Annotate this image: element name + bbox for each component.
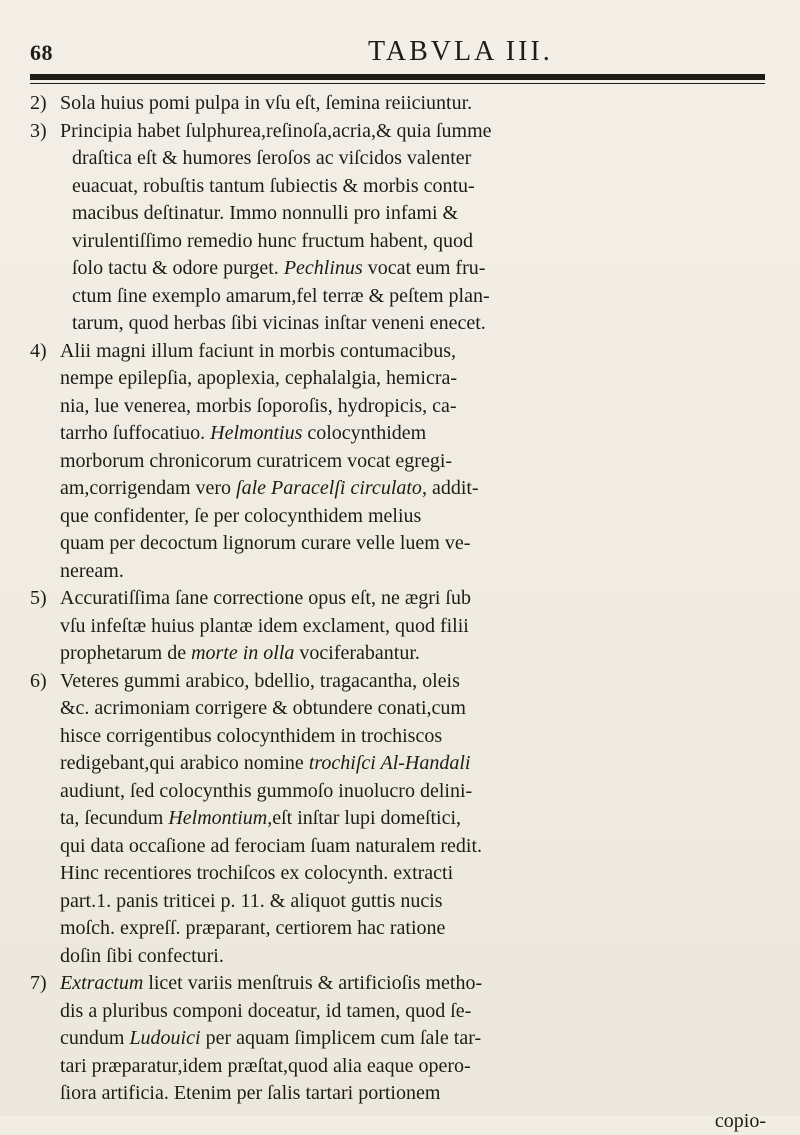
entry-number: 5)	[30, 585, 47, 613]
text-line: tari præparatur,idem præſtat,quod alia eaque opero-	[60, 1053, 770, 1081]
text-line: doſin ſibi confecturi.	[60, 943, 770, 971]
header-rule	[30, 74, 765, 80]
text-line: vſu infeſtæ huius plantæ idem exclament, quod filii	[60, 613, 770, 641]
entry-number: 2)	[30, 90, 47, 118]
text-line: ſolo tactu & odore purget. Pechlinus vocat eum fru-	[60, 255, 770, 283]
text-line: quam per decoctum lignorum curare velle luem ve-	[60, 530, 770, 558]
text-line: tarrho ſuffocatiuo. Helmontius colocynthidem	[60, 420, 770, 448]
running-title: TABVLA III.	[368, 36, 553, 68]
text-line: draſtica eſt & humores ſeroſos ac viſcidos valenter	[60, 145, 770, 173]
entry-5	[30, 585, 770, 668]
text-line: Extractum licet variis menſtruis & artificioſis metho-	[60, 970, 770, 998]
text-line: hisce corrigentibus colocynthidem in trochiscos	[60, 723, 770, 751]
entry-4	[30, 338, 770, 586]
text-line: virulentiſſimo remedio hunc fructum habent, quod	[60, 228, 770, 256]
text-line: Hinc recentiores trochiſcos ex colocynth. extracti	[60, 860, 770, 888]
page-header	[30, 36, 758, 72]
text-line: Veteres gummi arabico, bdellio, tragacantha, oleis	[60, 668, 770, 696]
entry-number: 6)	[30, 668, 47, 696]
text-line: qui data occaſione ad ferociam ſuam naturalem redit.	[60, 833, 770, 861]
text-line: Alii magni illum faciunt in morbis contumacibus,	[60, 338, 770, 366]
text-line: dis a pluribus componi doceatur, id tamen, quod ſe-	[60, 998, 770, 1026]
text-line: neream.	[60, 558, 770, 586]
text-line: que confidenter, ſe per colocynthidem melius	[60, 503, 770, 531]
text-line: macibus deſtinatur. Immo nonnulli pro infami &	[60, 200, 770, 228]
text-line: morborum chronicorum curatricem vocat egregi-	[60, 448, 770, 476]
entry-number: 3)	[30, 118, 47, 146]
entry-number: 4)	[30, 338, 47, 366]
text-line: moſch. expreſſ. præparant, certiorem hac ratione	[60, 915, 770, 943]
catchword: copio-	[60, 1108, 770, 1135]
text-line: Principia habet ſulphurea,reſinoſa,acria,& quia ſumme	[60, 118, 770, 146]
text-line: Accuratiſſima ſane correctione opus eſt, ne ægri ſub	[60, 585, 770, 613]
text-line: nempe epilepſia, apoplexia, cephalalgia, hemicra-	[60, 365, 770, 393]
text-line: audiunt, ſed colocynthis gummoſo inuolucro delini-	[60, 778, 770, 806]
text-line: part.1. panis triticei p. 11. & aliquot guttis nucis	[60, 888, 770, 916]
entry-number: 7)	[30, 970, 47, 998]
text-line: ta, ſecundum Helmontium,eſt inſtar lupi domeſtici,	[60, 805, 770, 833]
entry-7	[30, 970, 770, 1135]
text-line: prophetarum de morte in olla vociferabantur.	[60, 640, 770, 668]
text-line: am,corrigendam vero ſale Paracelſi circulato, addit-	[60, 475, 770, 503]
text-line: redigebant,qui arabico nomine trochiſci Al-Handali	[60, 750, 770, 778]
page-number: 68	[30, 40, 53, 66]
entry-6	[30, 668, 770, 971]
text-line: &c. acrimoniam corrigere & obtundere conati,cum	[60, 695, 770, 723]
text-line: tarum, quod herbas ſibi vicinas inſtar veneni enecet.	[60, 310, 770, 338]
text-line: euacuat, robuſtis tantum ſubiectis & morbis contu-	[60, 173, 770, 201]
text-line: cundum Ludouici per aquam ſimplicem cum ſale tar-	[60, 1025, 770, 1053]
text-line: ſiora artificia. Etenim per ſalis tartari portionem	[60, 1080, 770, 1108]
text-line: ctum ſine exemplo amarum,fel terræ & peſtem plan-	[60, 283, 770, 311]
text-line: Sola huius pomi pulpa in vſu eſt, ſemina reiiciuntur.	[60, 90, 770, 118]
numbered-entries	[30, 90, 770, 1135]
entry-3	[30, 118, 770, 338]
entry-2	[30, 90, 770, 118]
text-line: nia, lue venerea, morbis ſoporoſis, hydropicis, ca-	[60, 393, 770, 421]
